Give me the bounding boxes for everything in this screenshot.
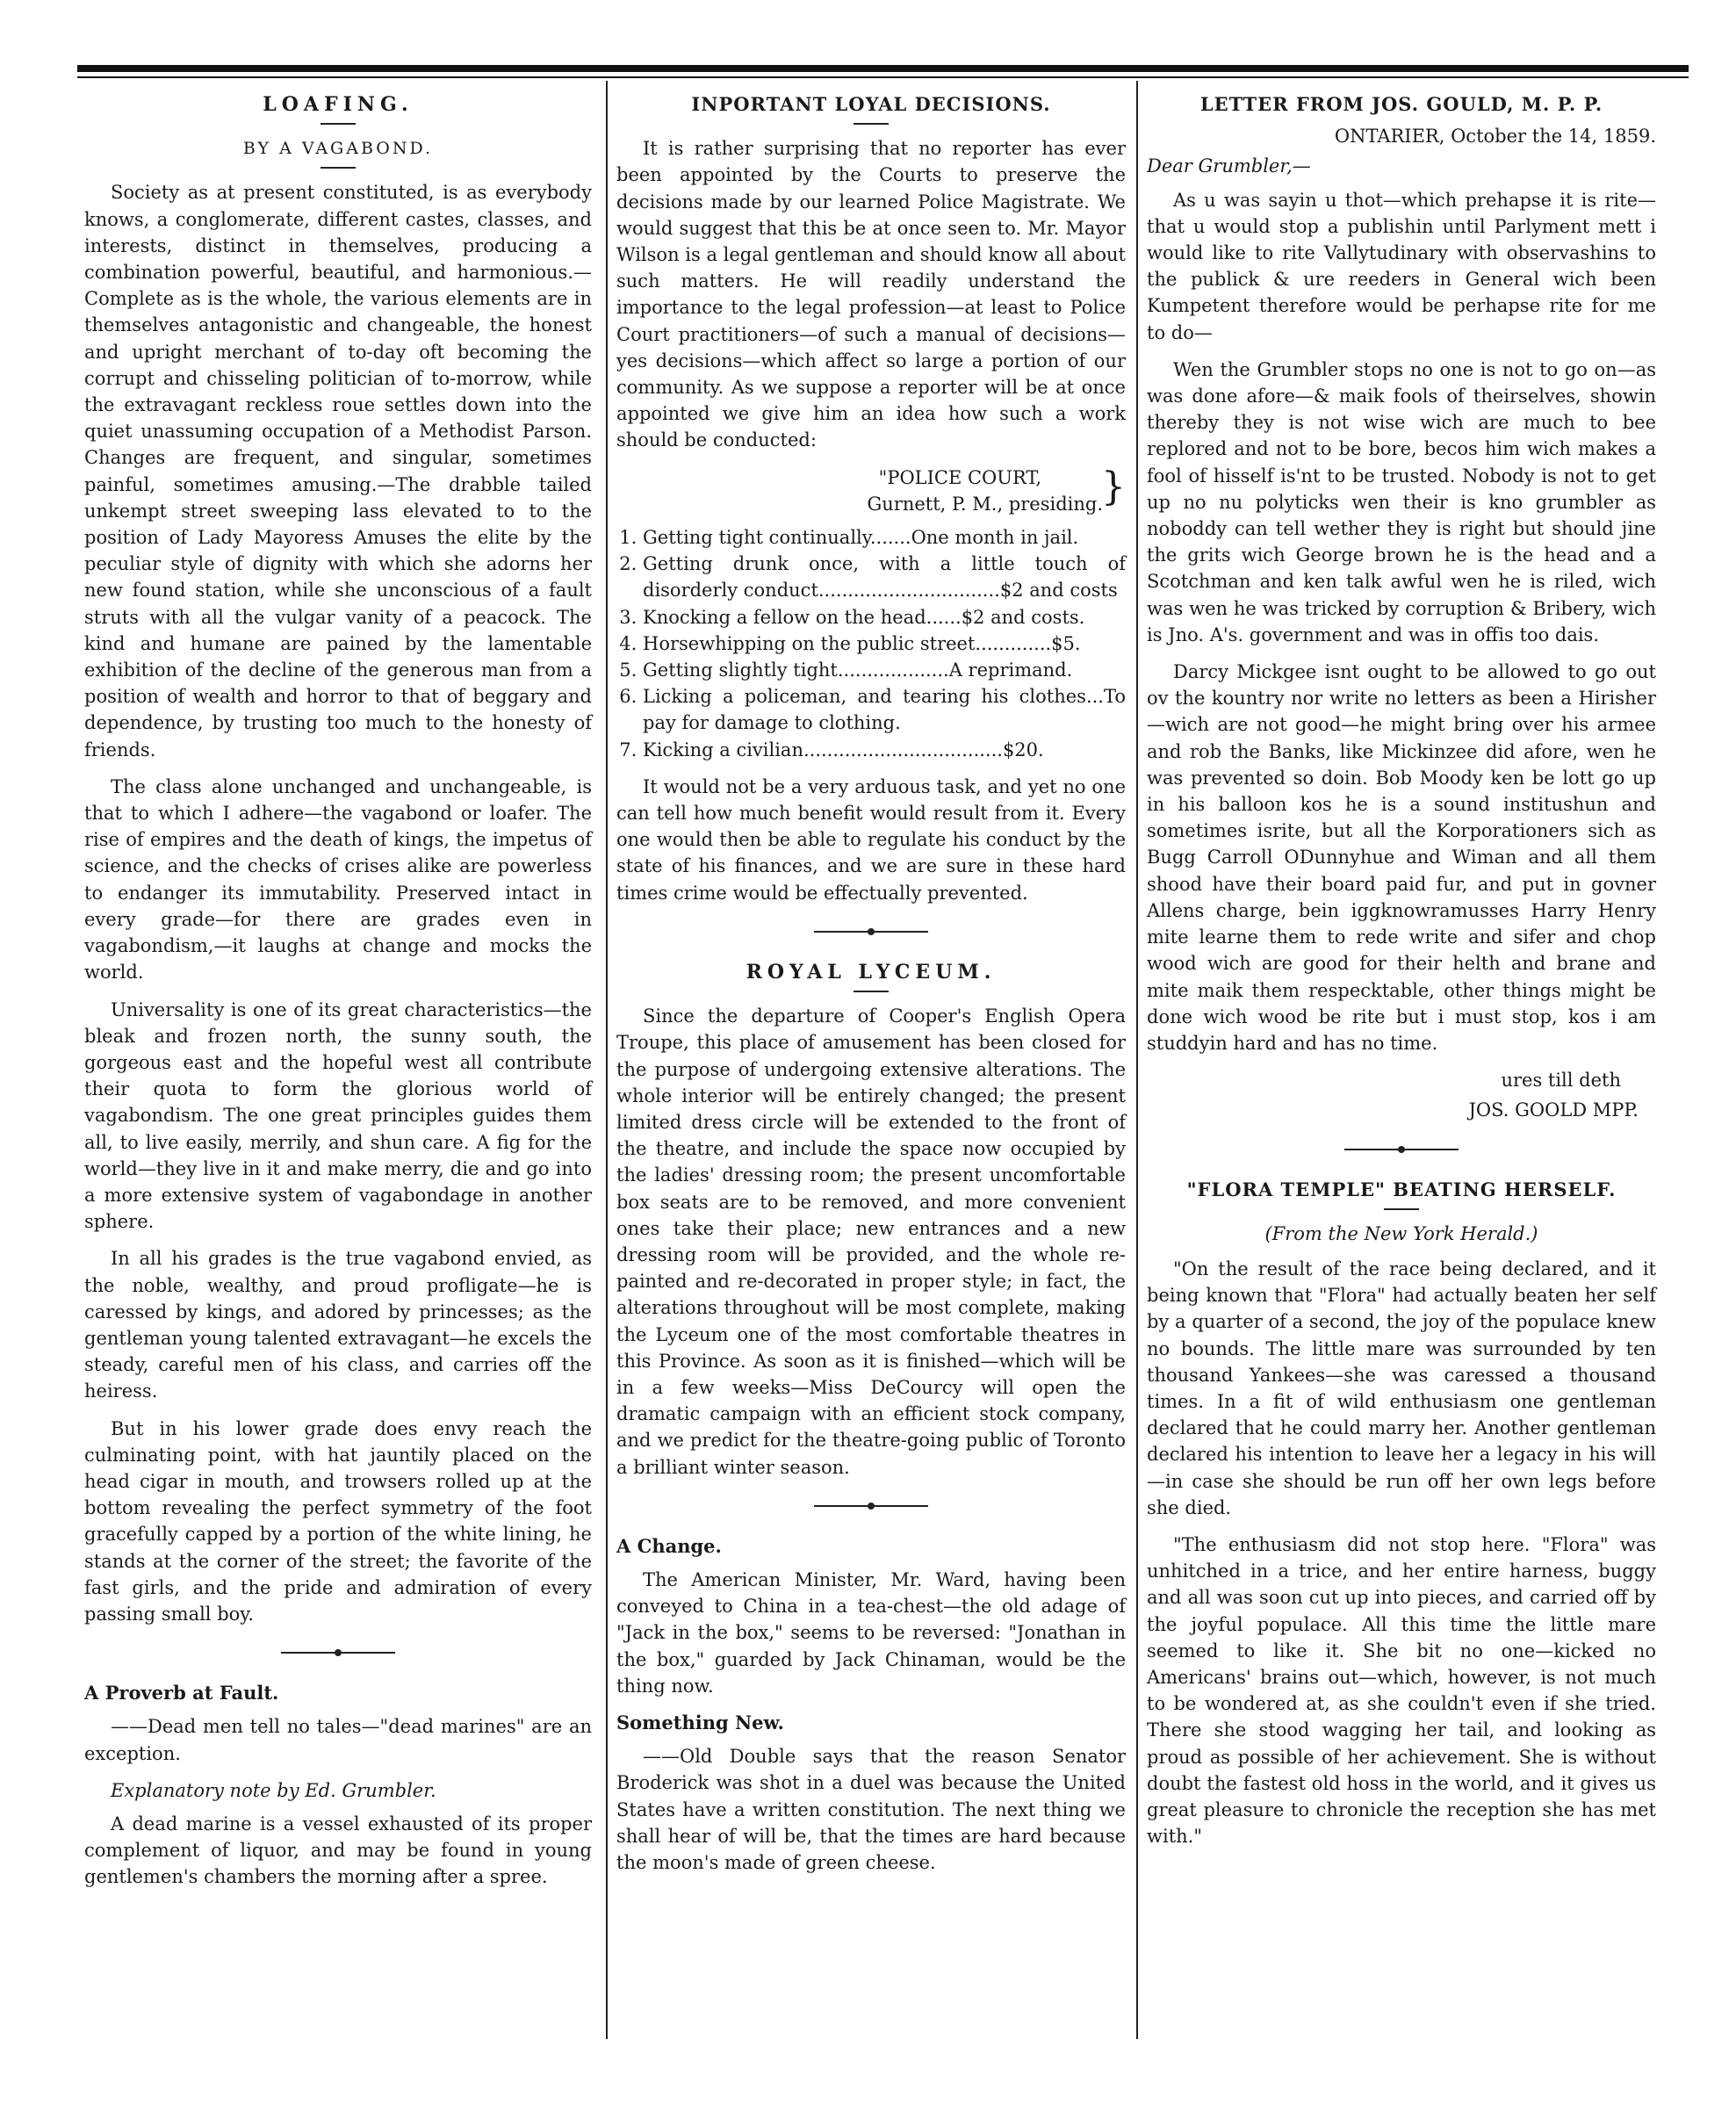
letter-paragraph-3: Darcy Mickgee isnt ought to be allowed to go out ov the kountry nor write no letters as been a Hirisher—wich are not good—he might bring over his armee and rob the Banks, like Mickinzee did afore, wen he was prevented so doin. Bob Moody ken be lott go up in his balloon kos he is a sound institushun and sometimes isrite, but all the Korporationers sich as Bugg Carroll ODunnyhue and Wiman and all them shood have their board paid fur, and put in govner Allens charge, bein iggknowramusses Harry Henry mite learne them to rede write and sifer and chop wood wich are good for their helth and brane and mite maik them respecktable, other things might be done wich wood be rite but i must stop, kos i am studdyin hard and has no time. <box>1147 661 1656 1054</box>
article-title-decisions: INPORTANT LOYAL DECISIONS. <box>691 93 1051 115</box>
something-new-heading: Something New. <box>616 1711 784 1733</box>
decision-item: 4. Horsewhipping on the public street.............$5. <box>643 631 1126 657</box>
section-divider <box>814 1500 928 1512</box>
column-divider-1 <box>606 81 608 2039</box>
loafing-paragraph-1: Society as at present constituted, is as everybody knows, a conglomerate, different castes, classes, and interests, distinct in themselves, producing a combination powerful, beautiful, and harmonious.—Complete as is the whole, the various elements are in themselves antagonistic and changeable, the honest and upright merchant of to-day oft becoming the corrupt and chisseling politician of to-morrow, while the extravagant reckless roue settles down into the quiet unassuming occupation of a Methodist Parson. Changes are frequent, and singular, sometimes painful, sometimes amusing.—The drabble tailed unkempt street sweeping lass elevated to to the position of Lady Mayoress Amuses the elite by the peculiar style of dignity with which she adorns her new found station, while she unconscious of a fault struts with all the vulgar vanity of a peacock. The kind and humane are pained by the lamentable exhibition of the decline of the generous man from a position of wealth and horror to that of beggary and dependence, by trusting too much to the honesty of friends. <box>84 182 592 760</box>
title-underline <box>854 991 889 992</box>
brace-glyph: } <box>1101 464 1126 509</box>
letter-signature: JOS. GOOLD MPP. <box>1468 1099 1639 1121</box>
byline-underline <box>321 167 356 169</box>
column-divider-2 <box>1136 81 1138 2039</box>
flora-paragraph-1: "On the result of the race being declared, and it being known that "Flora" had actually beaten her self by a quarter of a second, the joy of the populace knew no bounds. The little mare was surrounded by ten thousand Yankees—she was caressed a thousand times. In a fit of wild enthusiasm one gentleman declared that he could marry her. Another gentleman declared his intention to leave her a legacy in his will—in case she should be run off her own legs before she died. <box>1147 1258 1656 1518</box>
flora-paragraph-2: "The enthusiasm did not stop here. "Flora" was unhitched in a trice, and her entire harness, buggy and all was soon cut up into pieces, and carried off by the joyful populace. All this time the little mare seemed to like it. She bit no one—kicked no Americans' brains out—which, however, is not much to be wondered at, as she couldn't even if she tried. There she stood wagging her tail, and looking as proud as possible of her achievement. She is without doubt the fastest old hoss in the world, and it gives us great pleasure to chronicle the reception she has met with." <box>1147 1533 1656 1848</box>
explanatory-note-text: A dead marine is a vessel exhausted of its proper complement of liquor, and may be found in young gentlemen's chambers the morning after a spree. <box>84 1813 592 1888</box>
change-text: The American Minister, Mr. Ward, having been conveyed to China in a tea-chest—the old adage of "Jack in the box," seems to be reversed: "Jonathan in the box," guarded by Jack Chinaman, would be the thing now. <box>616 1568 1126 1697</box>
decision-item: 3. Knocking a fellow on the head......$2 and costs. <box>643 604 1126 631</box>
police-court-heading <box>616 465 1126 517</box>
article-title-flora: "FLORA TEMPLE" BEATING HERSELF. <box>1186 1178 1617 1200</box>
letter-paragraph-1: As u was sayin u thot—which prehapse it is rite—that u would stop a publishin until Parlyment mett i would like to rite Vallytudinary with observashins to the publick & ure reeders in General wich been Kumpetent therefore would be perhapse rite for me to do— <box>1147 189 1656 343</box>
decision-item: 5. Getting slightly tight...................A reprimand. <box>643 657 1126 683</box>
article-byline: BY A VAGABOND. <box>242 139 434 159</box>
proverb-heading: A Proverb at Fault. <box>84 1682 279 1705</box>
loafing-paragraph-5: But in his lower grade does envy reach the culminating point, with hat jauntily placed on the head cigar in mouth, and trowsers rolled up at the bottom revealing the perfect symmetry of the foot gracefully capped by a portion of the white lining, he stands at the corner of the street; the favorite of the fast girls, and the pride and admiration of every passing small boy. <box>84 1417 592 1625</box>
something-new-text: ——Old Double says that the reason Senator Broderick was shot in a duel was because the United States have a written constitution. The next thing we shall hear of will be, that the times are hard because the moon's made of green cheese. <box>616 1746 1126 1873</box>
loafing-paragraph-3: Universality is one of its great characteristics—the bleak and frozen north, the sunny south, the gorgeous east and the hopeful west all contribute their quota to form the glorious world of vagabondism. The one great principles guides them all, to live easily, merrily, and shun care. A fig for the world—they live in it and make merry, die and go into a more extensive system of vagabondage in another sphere. <box>84 998 592 1233</box>
decisions-list <box>616 524 1126 763</box>
title-underline <box>854 123 889 125</box>
top-heavy-rule <box>77 65 1689 72</box>
section-divider <box>1344 1143 1459 1156</box>
decision-item: 6. Licking a policeman, and tearing his clothes...To pay for damage to clothing. <box>643 683 1126 736</box>
loafing-paragraph-2: The class alone unchanged and unchangeable, is that to which I adhere—the vagabond or loafer. The rise of empires and the death of kings, the impetus of science, and the checks of crises alike are powerless to endanger its immutability. Preserved intact in every grade—for there are grades even in vagabondism,—it laughs at change and mocks the world. <box>84 775 592 984</box>
article-title-letter: LETTER FROM JOS. GOULD, M. P. P. <box>1199 93 1603 115</box>
decision-item: 7. Kicking a civilian..................................$20. <box>643 737 1126 763</box>
letter-dateline: ONTARIER, October the 14, 1859. <box>1334 126 1656 148</box>
loafing-paragraph-4: In all his grades is the true vagabond envied, as the noble, wealthy, and proud profligate—he is caressed by kings, and adored by princesses; as the gentleman young talented extravagant—he excels the steady, careful men of his class, and carries off the heiress. <box>84 1248 592 1402</box>
letter-salutation: Dear Grumbler,— <box>1147 155 1311 177</box>
section-divider <box>814 926 928 938</box>
police-court-line: "POLICE COURT, <box>878 466 1041 488</box>
section-divider <box>281 1647 395 1659</box>
decision-item: 1. Getting tight continually.......One month in jail. <box>643 524 1126 551</box>
column-loafing <box>84 91 592 1901</box>
title-underline <box>1384 1208 1419 1210</box>
decisions-outro: It would not be a very arduous task, and yet no one can tell how much benefit would result from it. Every one would then be able to regulate his conduct by the state of his finances, and we are sure in these hard times crime would be effectually prevented. <box>616 775 1126 904</box>
letter-closing: ures till deth <box>1501 1070 1621 1092</box>
decisions-intro: It is rather surprising that no reporter has ever been appointed by the Courts to preserve the decisions made by our learned Police Magistrate. We would suggest that this be at once seen to. Mr. Mayor Wilson is a legal gentleman and should know all about such matters. He will readily understand the importance to the legal profession—at least to Police Court practitioners—of such a manual of decisions—yes decisions—which affect so large a portion of our community. As we suppose a reporter will be at once appointed we give him an idea how such a work should be conducted: <box>616 138 1126 451</box>
flora-source: (From the New York Herald.) <box>1264 1222 1538 1244</box>
column-decisions <box>616 91 1126 1886</box>
decision-item: 2. Getting drunk once, with a little touch of disorderly conduct...............................$2 and costs <box>643 551 1126 603</box>
article-title-lyceum: ROYAL LYCEUM. <box>746 960 997 984</box>
letter-paragraph-2: Wen the Grumbler stops no one is not to go on—as was done afore—& maik fools of theirselves, showin thereby they is not wise wich are much to bee replored and not to be bore, becos him wich makes a fool of hisself is'nt to be trusted. Nobody is not to get up no nu polyticks wen their is kno grumbler as noboddy can tell wether they is right but should jine the grits wich George brown he is the head and a Scotchman and ken talk awful wen he is riled, wich was wen he was tricked by corruption & Bribery, wich is Jno. A's. government and was in offis too dais. <box>1147 358 1656 645</box>
top-thin-rule <box>77 76 1689 78</box>
title-underline <box>321 123 356 125</box>
explanatory-note-heading: Explanatory note by Ed. Grumbler. <box>111 1779 436 1801</box>
presiding-line: Gurnett, P. M., presiding. <box>867 493 1103 515</box>
change-heading: A Change. <box>616 1534 722 1557</box>
lyceum-text: Since the departure of Cooper's English Opera Troupe, this place of amusement has been closed for the purpose of undergoing extensive alterations. The whole interior will be entirely changed; the present limited dress circle will be extended to the front of the theatre, and include the space now occupied by the ladies' dressing room; the present uncomfortable box seats are to be removed, and more convenient ones take their place; new entrances and a new dressing room will be provided, and the whole re-painted and re-decorated in proper style; in fact, the alterations throughout will be most complete, making the Lyceum one of the most comfortable theatres in this Province. As soon as it is finished—which will be in a few weeks—Miss DeCourcy will open the dramatic campaign with an efficient stock company, and we predict for the theatre-going public of Toronto a brilliant winter season. <box>616 1005 1126 1478</box>
column-letter <box>1147 91 1656 1860</box>
article-title-loafing: LOAFING. <box>263 93 414 116</box>
proverb-text: ——Dead men tell no tales—"dead marines" are an exception. <box>84 1716 592 1764</box>
